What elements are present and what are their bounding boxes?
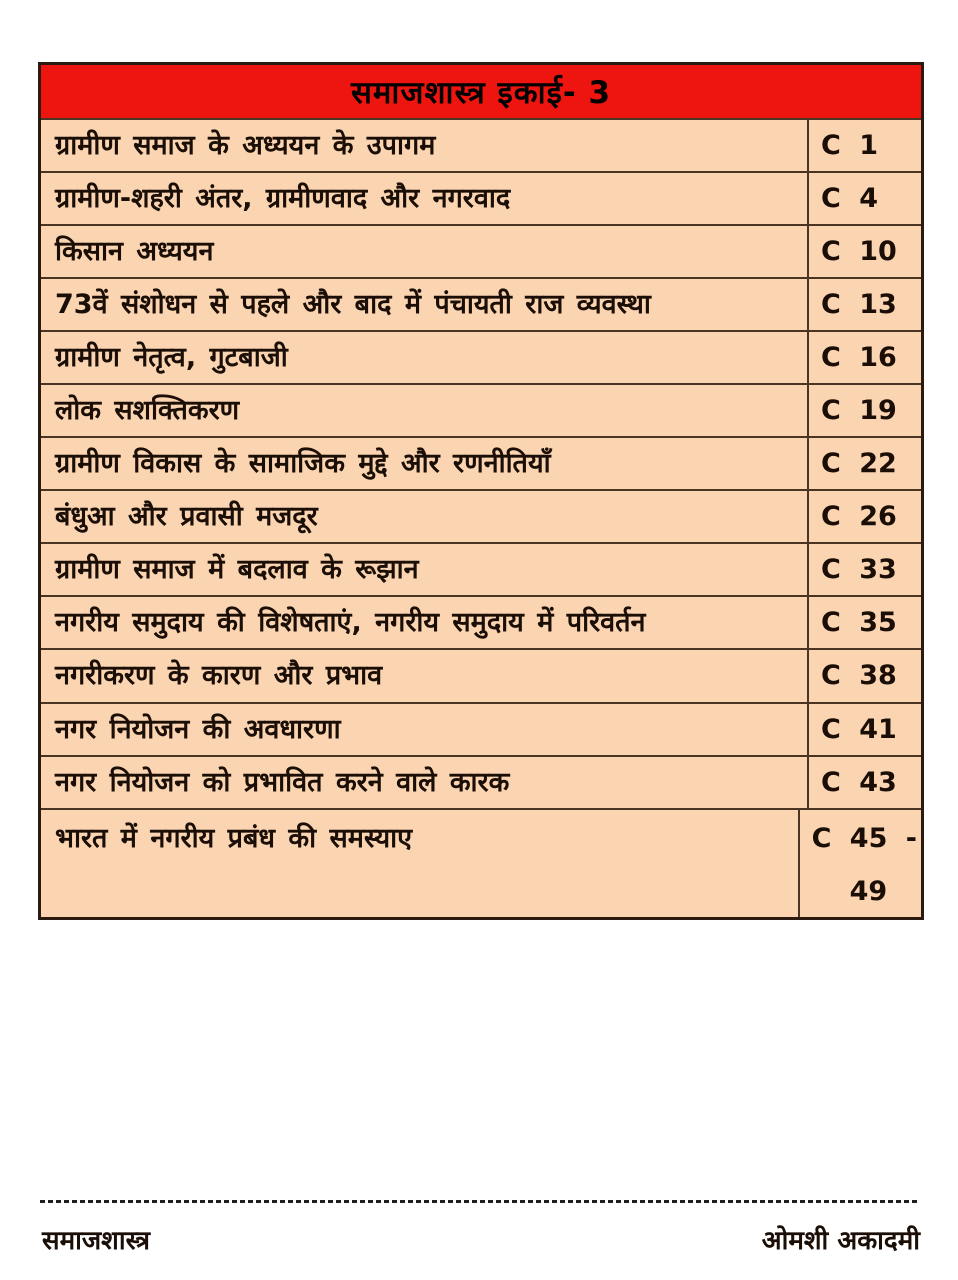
table-row <box>41 436 921 489</box>
table-row <box>41 171 921 224</box>
table-row <box>41 383 921 436</box>
table-row <box>41 489 921 542</box>
table-row <box>41 702 921 755</box>
toc-page-ref <box>798 810 921 917</box>
toc-page-ref: C 43 <box>807 757 921 808</box>
toc-page-ref: C 13 <box>807 279 921 330</box>
toc-topic: नगरीकरण के कारण और प्रभाव <box>55 660 383 692</box>
table-row <box>41 118 921 171</box>
toc-title: समाजशास्त्र इकाई- 3 <box>350 74 612 111</box>
toc-page-ref: C 1 <box>807 120 921 171</box>
table-row <box>41 595 921 648</box>
toc-topic: भारत में नगरीय प्रबंध की समस्याए <box>55 822 413 854</box>
toc-page-ref: C 26 <box>807 491 921 542</box>
toc-page-ref: C 22 <box>807 438 921 489</box>
table-row <box>41 808 921 917</box>
toc-topic: किसान अध्ययन <box>55 236 214 268</box>
toc-page-ref: C 16 <box>807 332 921 383</box>
toc-page-ref: C 38 <box>807 650 921 701</box>
toc-topic: 73वें संशोधन से पहले और बाद में पंचायती राज व्यवस्था <box>55 289 651 321</box>
toc-topic: ग्रामीण समाज में बदलाव के रूझान <box>55 554 419 586</box>
toc-page-ref: C 41 <box>807 704 921 755</box>
toc-page-ref: C 19 <box>807 385 921 436</box>
table-row <box>41 224 921 277</box>
toc-page-ref: C 10 <box>807 226 921 277</box>
table-row <box>41 755 921 808</box>
table-row <box>41 330 921 383</box>
toc-page-ref: C 33 <box>807 544 921 595</box>
table-row <box>41 648 921 701</box>
toc-table <box>38 62 924 920</box>
toc-topic: लोक सशक्तिकरण <box>55 395 240 427</box>
footer-subject-label: समाजशास्त्र <box>42 1226 151 1256</box>
toc-topic: ग्रामीण समाज के अध्ययन के उपागम <box>55 130 436 161</box>
toc-page-ref: C 4 <box>807 173 921 224</box>
toc-topic: ग्रामीण विकास के सामाजिक मुद्दे और रणनीतियाँ <box>55 448 551 480</box>
toc-page-ref: C 35 <box>807 597 921 648</box>
toc-topic: बंधुआ और प्रवासी मजदूर <box>55 501 318 533</box>
toc-page-ref-line1: C 45 - <box>811 822 917 854</box>
table-row <box>41 542 921 595</box>
footer-dashed-rule <box>40 1200 920 1203</box>
table-row <box>41 277 921 330</box>
toc-topic: नगरीय समुदाय की विशेषताएं, नगरीय समुदाय में परिवर्तन <box>55 607 646 639</box>
footer-academy-label: ओमशी अकादमी <box>761 1226 920 1256</box>
toc-topic: नगर नियोजन को प्रभावित करने वाले कारक <box>55 766 510 798</box>
toc-topic: नगर नियोजन की अवधारणा <box>55 713 341 745</box>
toc-header-bar <box>41 65 921 118</box>
toc-topic: ग्रामीण-शहरी अंतर, ग्रामीणवाद और नगरवाद <box>55 183 511 215</box>
toc-page-ref-line2: 49 <box>849 875 888 907</box>
toc-topic: ग्रामीण नेतृत्व, गुटबाजी <box>55 342 288 374</box>
